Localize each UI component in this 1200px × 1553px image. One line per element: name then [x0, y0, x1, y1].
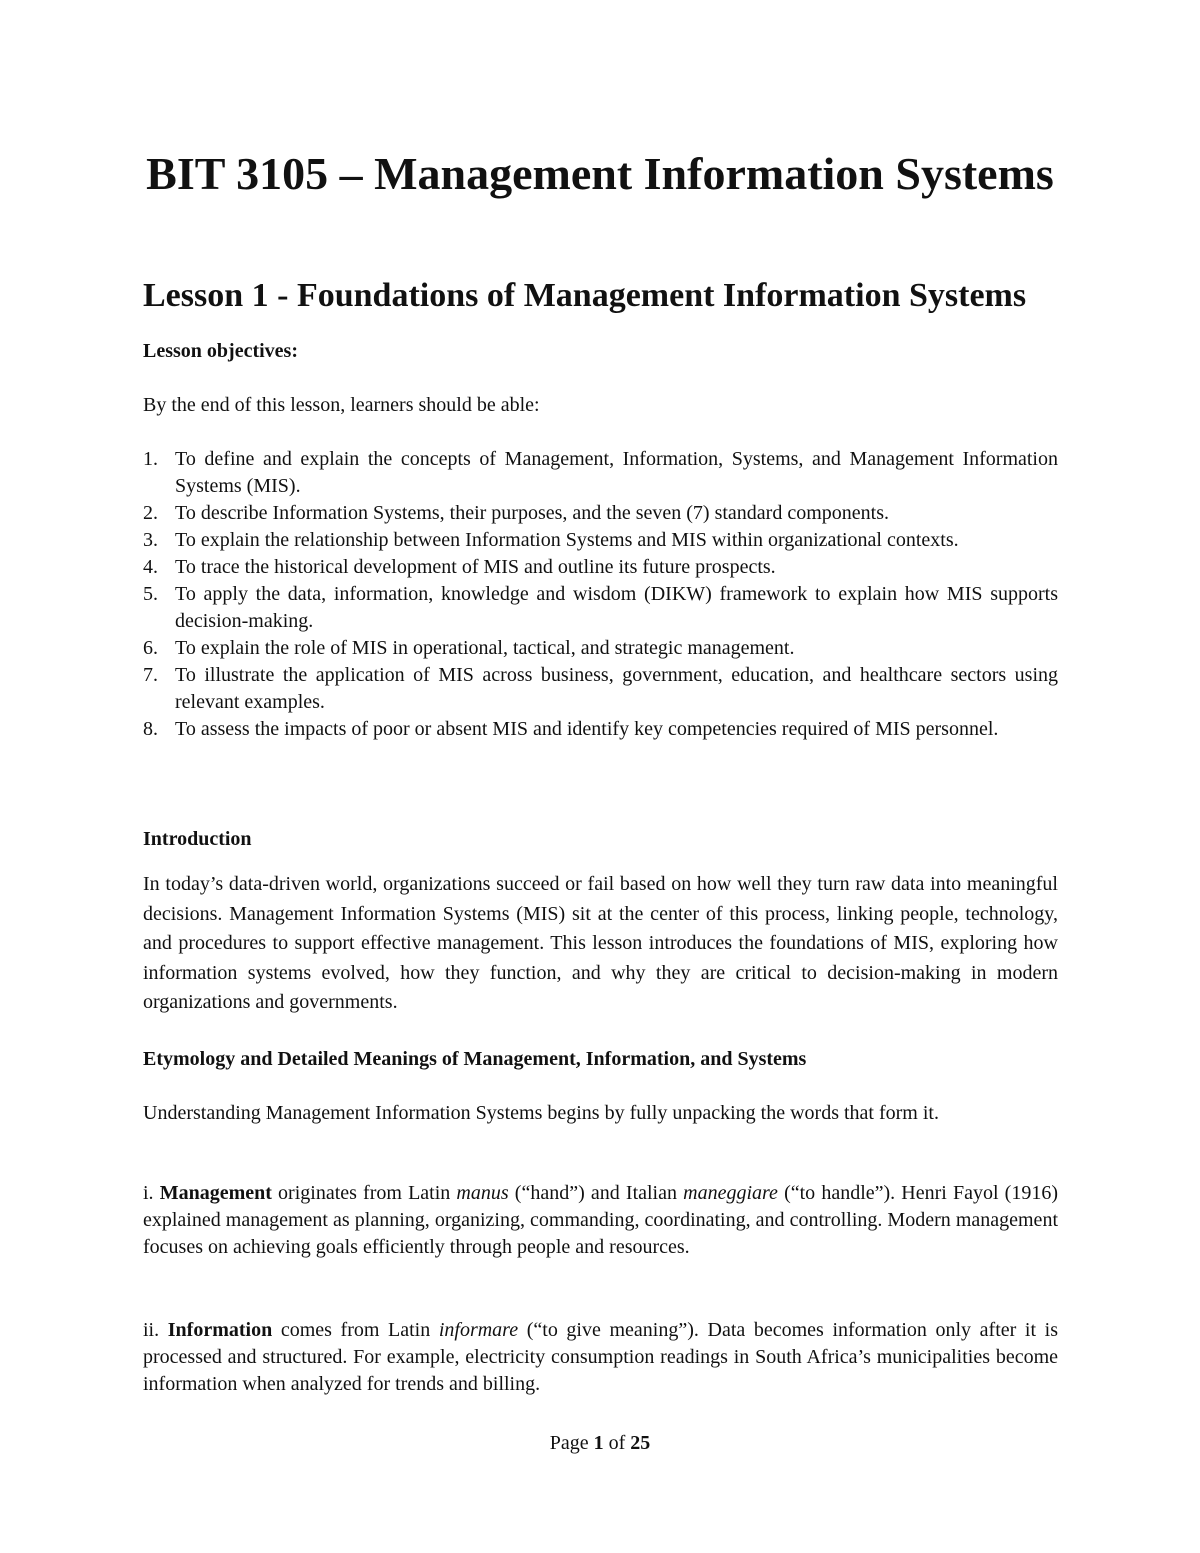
objectives-list — [143, 446, 1058, 743]
management-text-1: originates from Latin — [271, 1182, 457, 1204]
objective-text: To describe Information Systems, their purposes, and the seven (7) standard components. — [175, 502, 889, 524]
latin-word-informare: informare — [438, 1319, 519, 1341]
objective-number: 8. — [143, 718, 158, 740]
objective-number: 5. — [143, 583, 158, 605]
objective-number: 1. — [143, 448, 158, 470]
objective-item — [143, 581, 1058, 635]
objective-text: To explain the relationship between Information Systems and MIS within organizational contexts. — [175, 529, 959, 551]
objective-number: 6. — [143, 637, 158, 659]
latin-word-maneggiare: maneggiare — [683, 1182, 778, 1204]
objective-item — [143, 554, 1058, 581]
latin-word-manus: manus — [456, 1182, 509, 1204]
management-text-3: (“to handle”). Henri Fayol (1916) explained management as planning, organizing, commanding, coordinating, and controlling. Modern management focuses on achieving goals efficiently through people and resources. — [143, 1182, 1058, 1258]
objective-item — [143, 662, 1058, 716]
objective-item — [143, 716, 1058, 743]
objectives-intro: By the end of this lesson, learners should be able: — [143, 394, 540, 416]
information-paragraph — [143, 1317, 1058, 1398]
page-label: Page — [549, 1432, 589, 1454]
etymology-intro: Understanding Management Information Systems begins by fully unpacking the words that form it. — [143, 1102, 939, 1124]
objective-item — [143, 500, 1058, 527]
objective-text: To trace the historical development of MIS and outline its future prospects. — [175, 556, 776, 578]
objective-item — [143, 446, 1058, 500]
introduction-paragraph: In today’s data-driven world, organizations succeed or fail based on how well they turn raw data into meaningful decisions. Management Information Systems (MIS) sit at the center of this process, linking people, technology, and procedures to support effective management. This lesson introduces the foundations of MIS, exploring how information systems evolved, how they function, and why they are critical to decision-making in modern organizations and governments. — [143, 873, 1058, 1013]
information-prefix: ii. — [143, 1319, 160, 1341]
etymology-heading: Etymology and Detailed Meanings of Management, Information, and Systems — [143, 1048, 807, 1070]
objective-text: To explain the role of MIS in operational, tactical, and strategic management. — [175, 637, 795, 659]
objective-number: 4. — [143, 556, 158, 578]
objective-text: To assess the impacts of poor or absent MIS and identify key competencies required of MIS personnel. — [175, 718, 999, 740]
document-title: BIT 3105 – Management Information Systems — [146, 148, 1054, 199]
objective-number: 2. — [143, 502, 158, 524]
objective-text: To define and explain the concepts of Management, Information, Systems, and Management Information Systems (MIS). — [175, 448, 1058, 497]
page-footer — [0, 1430, 1200, 1456]
management-prefix: i. — [143, 1182, 154, 1204]
management-text-2: (“hand”) and Italian — [508, 1182, 684, 1204]
objective-text: To illustrate the application of MIS across business, government, education, and healthcare sectors using relevant examples. — [175, 664, 1058, 713]
page-current: 1 — [593, 1432, 604, 1454]
objective-item — [143, 527, 1058, 554]
objective-number: 7. — [143, 664, 158, 686]
management-term: Management — [159, 1182, 272, 1204]
management-paragraph — [143, 1180, 1058, 1261]
introduction-heading: Introduction — [143, 828, 252, 850]
objectives-heading: Lesson objectives: — [143, 340, 298, 362]
objective-number: 3. — [143, 529, 158, 551]
of-label: of — [608, 1432, 626, 1454]
information-text-1: comes from Latin — [272, 1319, 439, 1341]
lesson-title: Lesson 1 - Foundations of Management Information Systems — [143, 277, 1027, 314]
objective-item — [143, 635, 1058, 662]
information-text-2: (“to give meaning”). Data becomes information only after it is processed and structured. For example, electricity consumption readings in South Africa’s municipalities become information when analyzed for trends and billing. — [143, 1319, 1058, 1395]
page-total: 25 — [630, 1432, 651, 1454]
objective-text: To apply the data, information, knowledge and wisdom (DIKW) framework to explain how MIS supports decision-making. — [175, 583, 1058, 632]
information-term: Information — [167, 1319, 273, 1341]
